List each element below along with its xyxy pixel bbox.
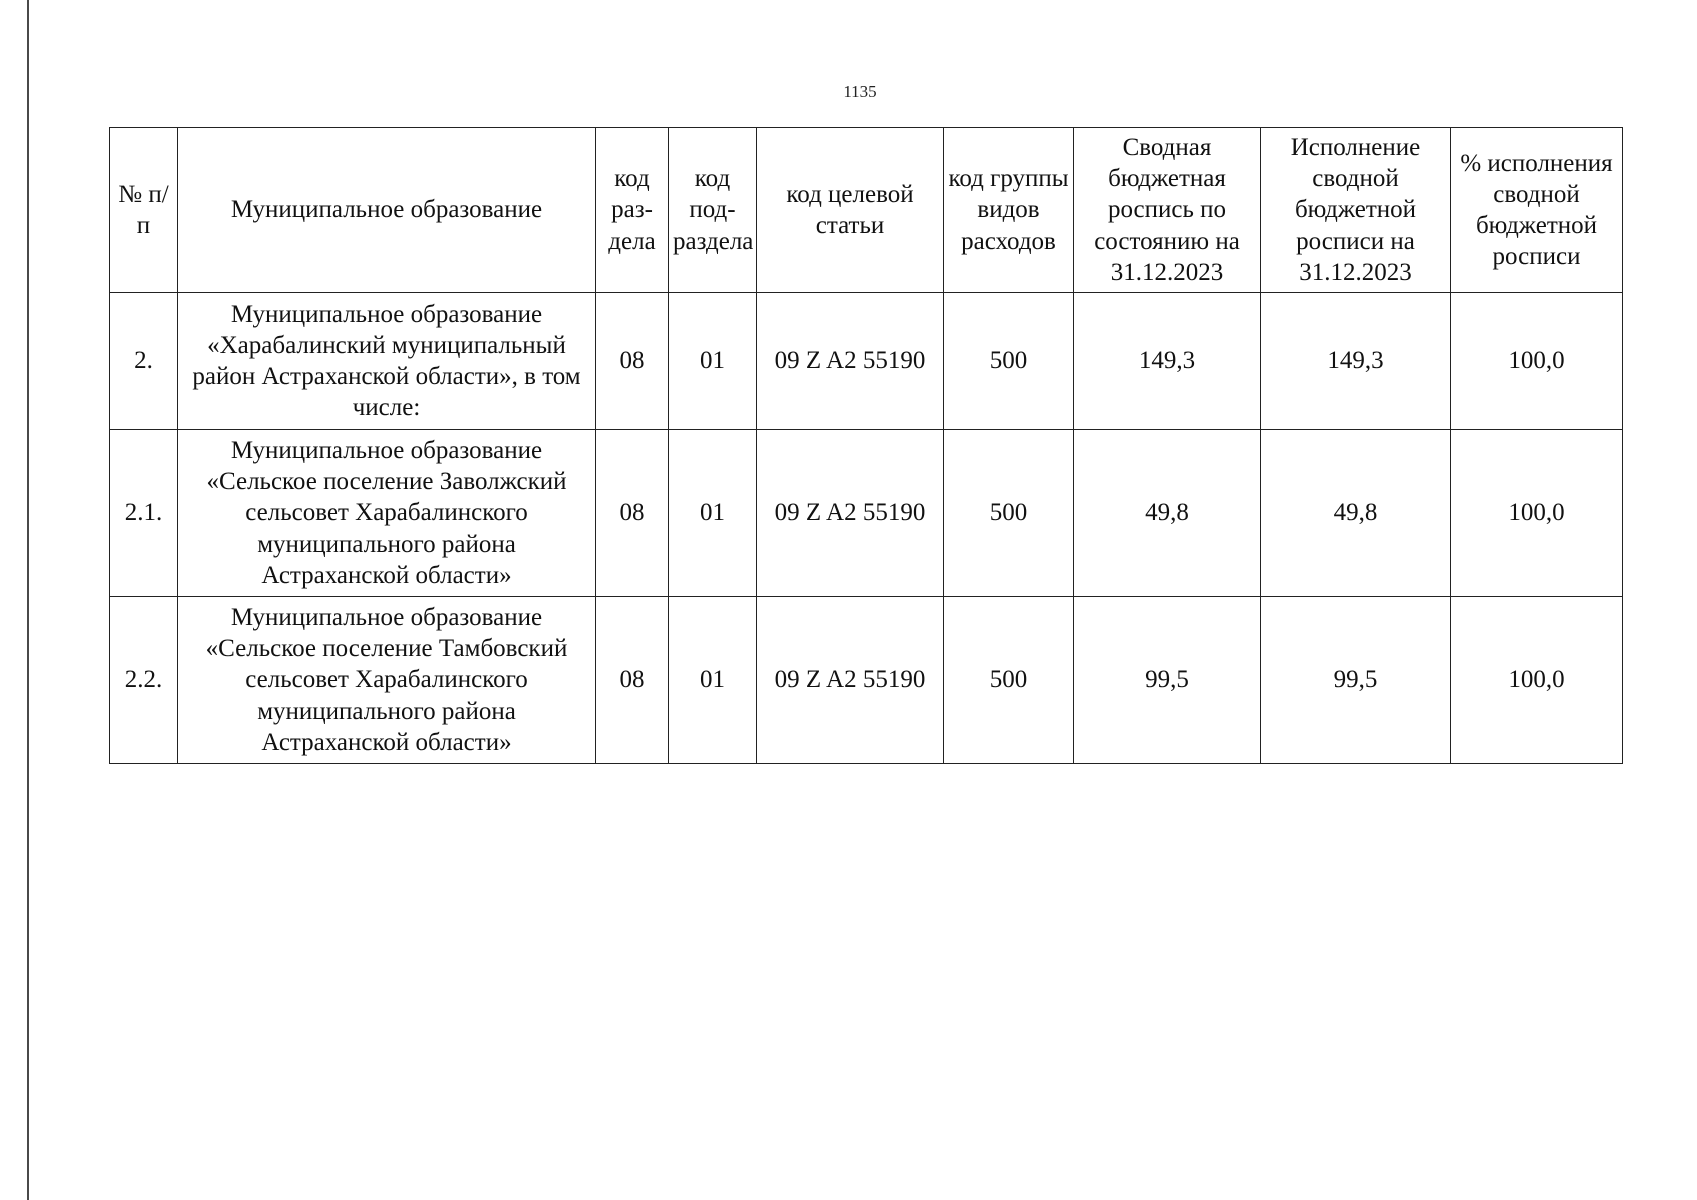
- header-target-code: код целевой статьи: [757, 128, 944, 293]
- cell-percent: 100,0: [1451, 430, 1623, 597]
- table-header: [110, 128, 1623, 293]
- header-planned-budget: Сводная бюджетная роспись по состоянию на 31.12.2023: [1074, 128, 1261, 293]
- cell-num: 2.2.: [110, 597, 178, 764]
- cell-planned: 149,3: [1074, 293, 1261, 430]
- header-executed-budget: Исполнение сводной бюджетной росписи на 31.12.2023: [1261, 128, 1451, 293]
- scan-edge-line: [27, 0, 29, 1200]
- table-body: [110, 293, 1623, 764]
- header-municipality: Муниципальное образование: [178, 128, 596, 293]
- header-section-code: код раз-дела: [596, 128, 669, 293]
- cell-num: 2.: [110, 293, 178, 430]
- cell-executed: 49,8: [1261, 430, 1451, 597]
- cell-planned: 49,8: [1074, 430, 1261, 597]
- cell-municipality: Муниципальное образование «Сельское поселение Заволжский сельсовет Харабалинского муниципального района Астраханской области»: [178, 430, 596, 597]
- cell-municipality: Муниципальное образование «Харабалинский муниципальный район Астраханской области», в том числе:: [178, 293, 596, 430]
- cell-executed: 149,3: [1261, 293, 1451, 430]
- cell-section: 08: [596, 430, 669, 597]
- cell-percent: 100,0: [1451, 293, 1623, 430]
- cell-section: 08: [596, 597, 669, 764]
- header-subsection-code: код под-раздела: [669, 128, 757, 293]
- header-execution-percent: % исполнения сводной бюджетной росписи: [1451, 128, 1623, 293]
- cell-subsection: 01: [669, 430, 757, 597]
- header-num: № п/п: [110, 128, 178, 293]
- cell-percent: 100,0: [1451, 597, 1623, 764]
- cell-municipality: Муниципальное образование «Сельское поселение Тамбовский сельсовет Харабалинского муниципального района Астраханской области»: [178, 597, 596, 764]
- cell-expense-group: 500: [944, 430, 1074, 597]
- cell-planned: 99,5: [1074, 597, 1261, 764]
- cell-subsection: 01: [669, 293, 757, 430]
- cell-expense-group: 500: [944, 597, 1074, 764]
- cell-target: 09 Z A2 55190: [757, 430, 944, 597]
- cell-target: 09 Z A2 55190: [757, 293, 944, 430]
- header-expense-group-code: код группы видов расходов: [944, 128, 1074, 293]
- cell-section: 08: [596, 293, 669, 430]
- table-row: [110, 430, 1623, 597]
- cell-target: 09 Z A2 55190: [757, 597, 944, 764]
- table-row: [110, 597, 1623, 764]
- cell-expense-group: 500: [944, 293, 1074, 430]
- header-row: [110, 128, 1623, 293]
- cell-executed: 99,5: [1261, 597, 1451, 764]
- page-number: 1135: [843, 82, 877, 101]
- cell-subsection: 01: [669, 597, 757, 764]
- cell-num: 2.1.: [110, 430, 178, 597]
- table-row: [110, 293, 1623, 430]
- budget-table: [109, 127, 1623, 764]
